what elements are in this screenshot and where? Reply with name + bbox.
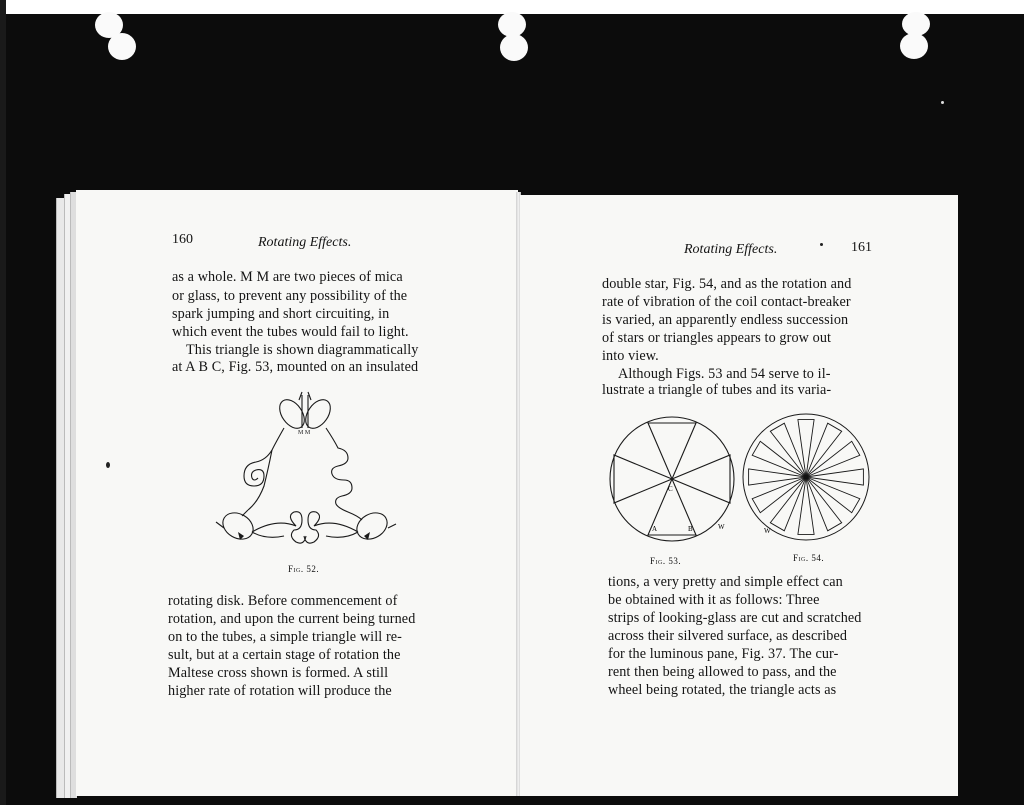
scan-speck: [820, 243, 823, 246]
text-line: rotation, and upon the current being turned: [168, 611, 416, 627]
fig-54-star-ray: [798, 420, 814, 477]
text-line: for the luminous pane, Fig. 37. The cur-: [608, 646, 839, 662]
text-line: double star, Fig. 54, and as the rotation and: [602, 276, 852, 292]
text-line: across their silvered surface, as described: [608, 628, 848, 644]
text-line: rent then being allowed to pass, and the: [608, 664, 837, 680]
text-line: of stars or triangles appears to grow out: [602, 330, 832, 346]
fig-52-tube-triangle: [206, 390, 406, 565]
fig-54-star-ray: [770, 423, 806, 477]
fig-53-maltese-cross: [608, 417, 738, 543]
fig-54-star-ray: [749, 469, 806, 485]
text-line: into view.: [602, 348, 659, 364]
text-line: Maltese cross shown is formed. A still: [168, 665, 389, 681]
fig-53-label-w: W: [718, 523, 725, 531]
text-line: sult, but at a certain stage of rotation the: [168, 647, 401, 663]
text-line: lustrate a triangle of tubes and its varia-: [602, 382, 832, 398]
text-line: or glass, to prevent any possibility of the: [172, 288, 408, 304]
text-line: on to the tubes, a simple triangle will re-: [168, 629, 403, 645]
running-head: Rotating Effects.: [684, 242, 778, 257]
fig-54-star-ray: [806, 477, 860, 513]
fig-53-label-c: C: [668, 485, 673, 493]
text-line: rotating disk. Before commencement of: [168, 593, 398, 609]
scanner-left-edge: [0, 0, 6, 805]
scan-speck: [106, 462, 110, 468]
fig-54-star-ray: [752, 477, 806, 513]
text-line: be obtained with it as follows: Three: [608, 592, 820, 608]
figure-caption: Fig. 54.: [793, 553, 825, 563]
text-line: higher rate of rotation will produce the: [168, 683, 392, 699]
figure-caption: Fig. 52.: [288, 564, 320, 574]
fig-54-star-ray: [806, 423, 842, 477]
text-line: Although Figs. 53 and 54 serve to il-: [618, 366, 831, 382]
right-page: [520, 195, 958, 796]
fig-54-star-ray: [806, 469, 863, 485]
scan-speck: [941, 101, 944, 104]
text-line: as a whole. M M are two pieces of mica: [172, 269, 403, 285]
fig-53-label-b: B: [688, 525, 693, 533]
text-line: strips of looking-glass are cut and scratched: [608, 610, 862, 626]
fig-54-star-ray: [770, 477, 806, 531]
fig-52-label-m: M M: [298, 430, 311, 436]
text-line: rate of vibration of the coil contact-breaker: [602, 294, 851, 310]
fig-53-label-a: A: [652, 525, 658, 533]
figure-caption: Fig. 53.: [650, 556, 682, 566]
running-head: Rotating Effects.: [258, 235, 352, 250]
fig-54-double-star: [742, 413, 874, 541]
text-line: spark jumping and short circuiting, in: [172, 306, 390, 322]
page-number: 160: [172, 232, 193, 247]
text-line: at A B C, Fig. 53, mounted on an insulated: [172, 359, 419, 375]
fig-54-star-ray: [752, 441, 806, 477]
fig-54-label-w: W: [764, 527, 771, 535]
fig-54-star-ray: [806, 477, 842, 531]
page-number: 161: [851, 240, 872, 255]
text-line: which event the tubes would fail to light.: [172, 324, 409, 340]
text-line: This triangle is shown diagrammatically: [186, 342, 419, 358]
text-line: wheel being rotated, the triangle acts as: [608, 682, 837, 698]
text-line: tions, a very pretty and simple effect can: [608, 574, 843, 590]
fig-54-star-ray: [806, 441, 860, 477]
punch-hole: [108, 33, 136, 60]
punch-hole: [500, 34, 528, 61]
left-page: [76, 190, 518, 796]
fig-54-star-ray: [798, 477, 814, 534]
text-line: is varied, an apparently endless succession: [602, 312, 849, 328]
punch-hole: [900, 33, 928, 59]
